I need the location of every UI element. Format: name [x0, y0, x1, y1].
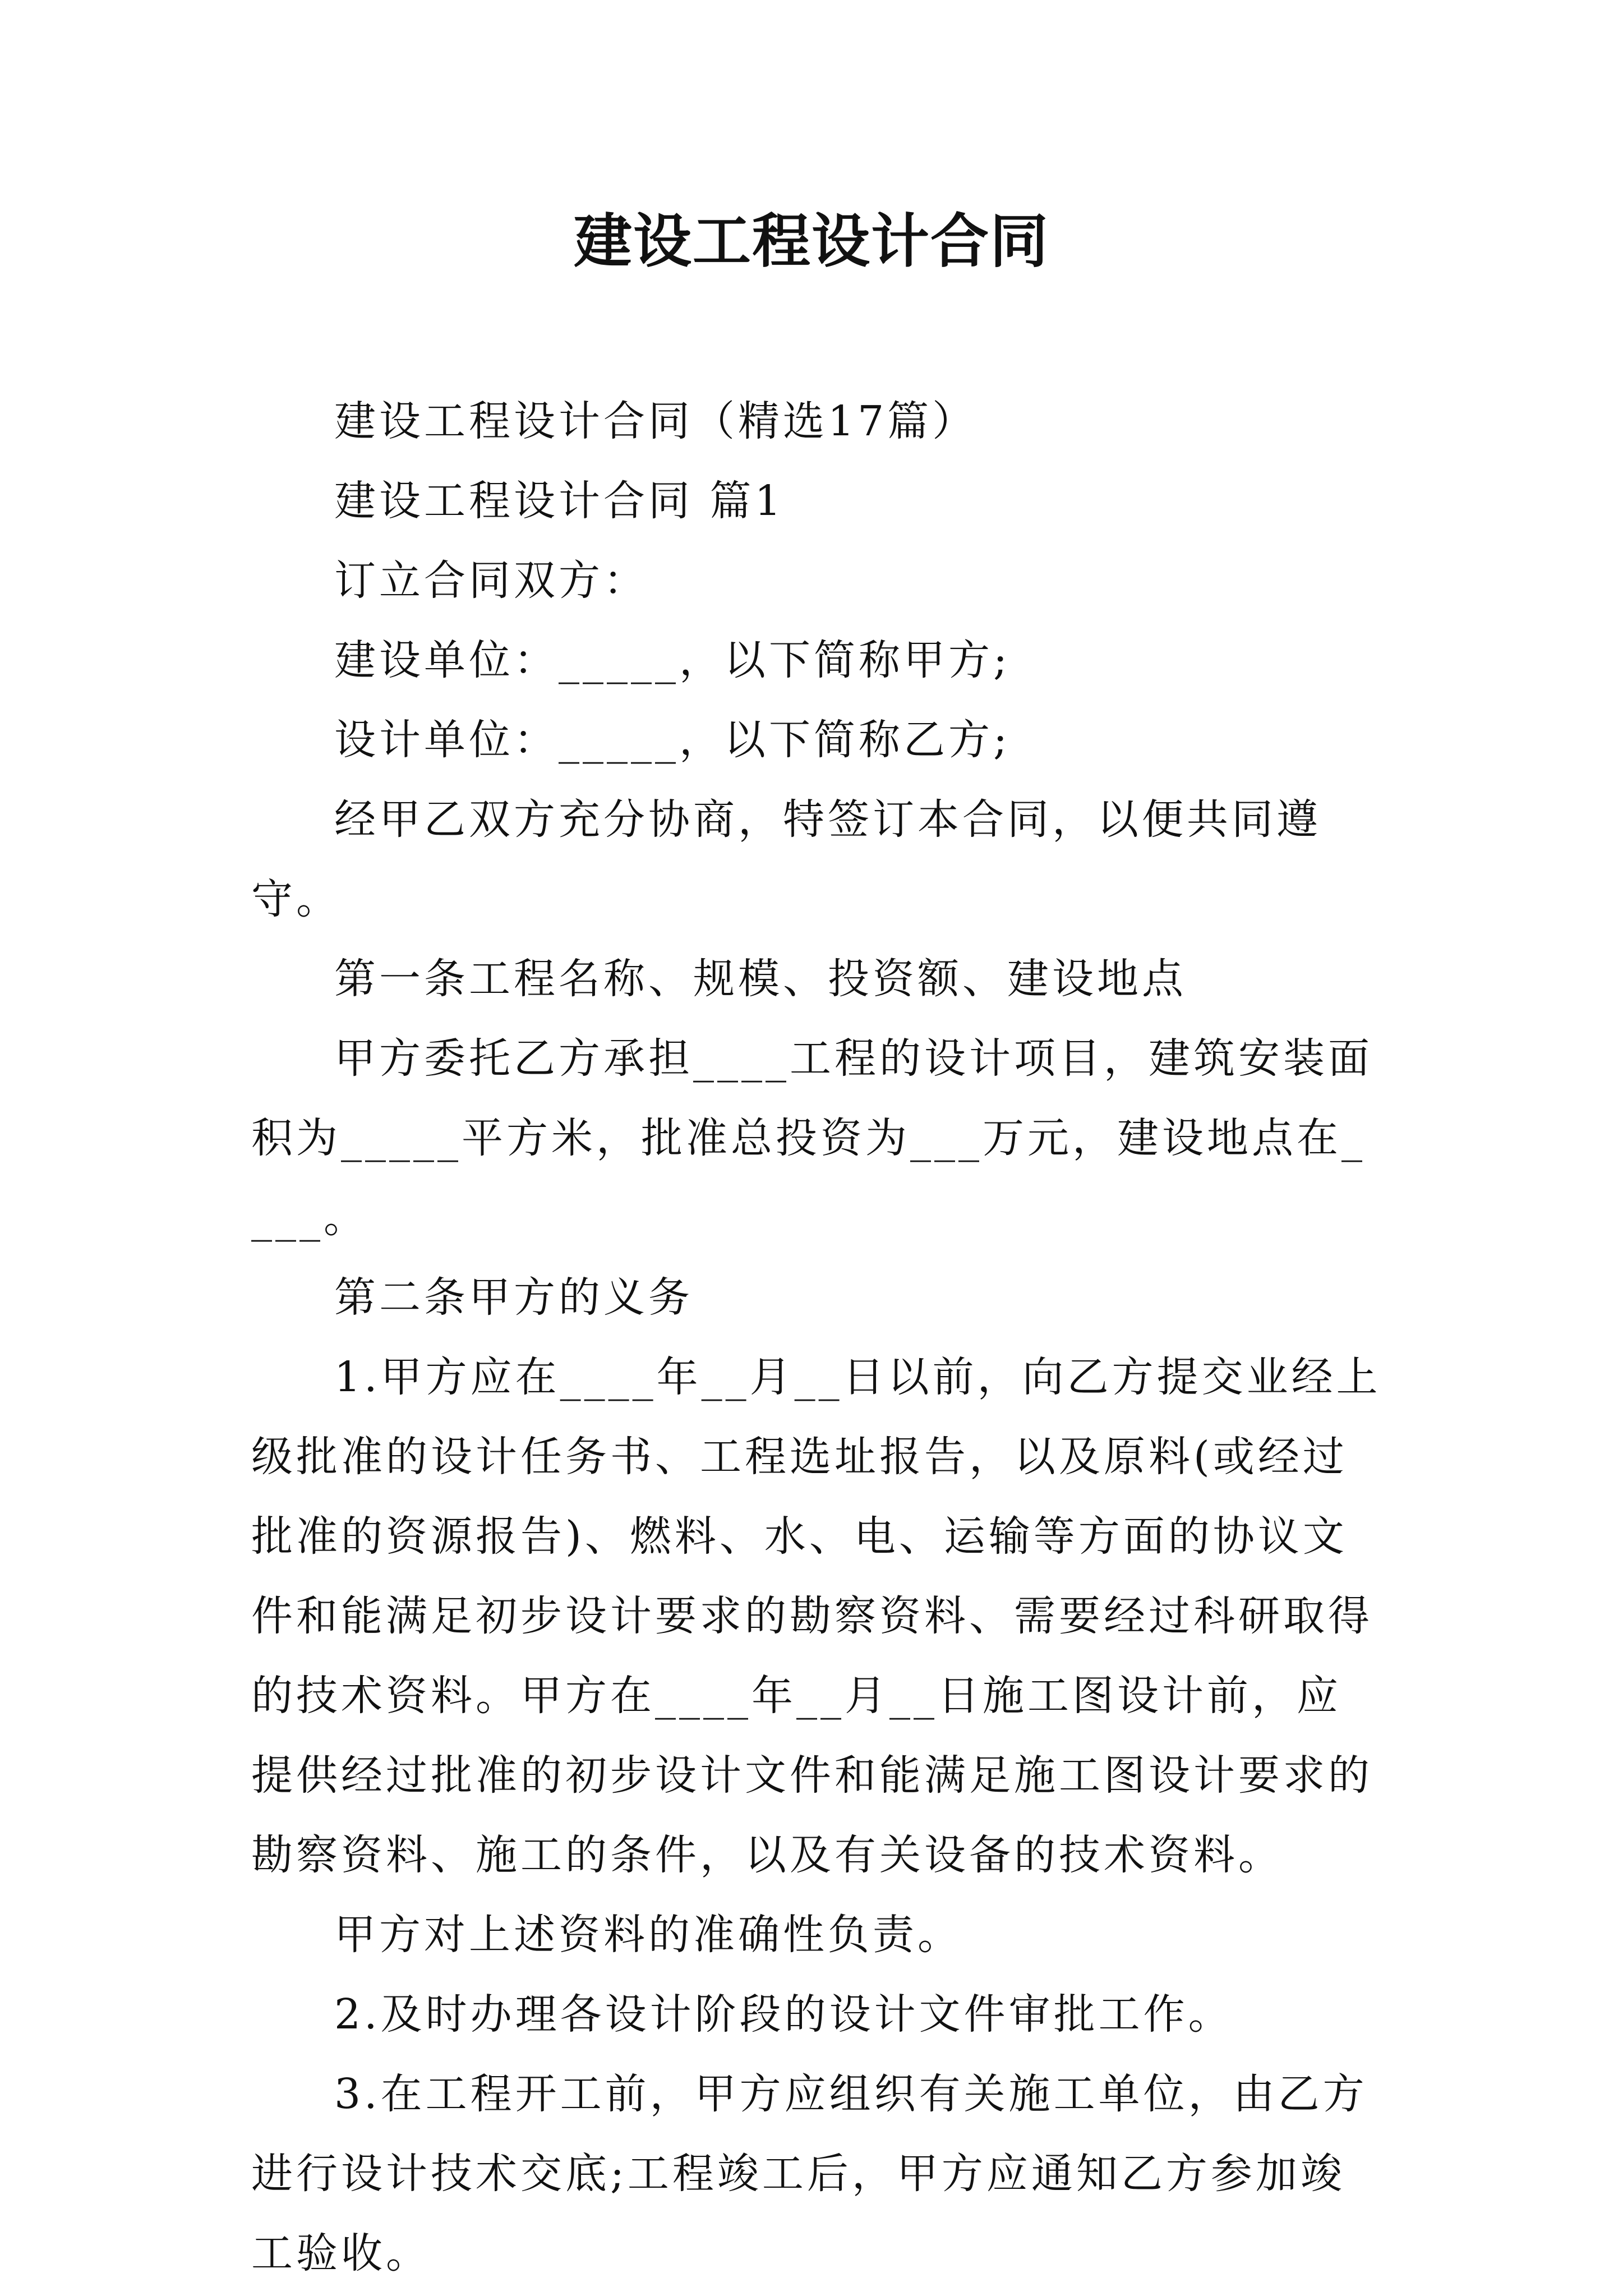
- paragraph-article-2-item-1: 1.甲方应在____年__月__日以前，向乙方提交业经上级批准的设计任务书、工程选址报告，以及原料(或经过批准的资源报告)、燃料、水、电、运输等方面的协议文件和能满足初步设计要求的勘察资料、需要经过科研取得的技术资料。甲方在____年__月__日施工图设计前，应提供经过批准的初步设计文件和能满足施工图设计要求的勘察资料、施工的条件，以及有关设备的技术资料。: [251, 1353, 1381, 1879]
- paragraph-article-1-body: 甲方委托乙方承担____工程的设计项目，建筑安装面积为_____平方米，批准总投资为___万元，建设地点在____。: [251, 1034, 1373, 1242]
- paragraph-subtitle: 建设工程设计合同（精选17篇）: [334, 397, 978, 445]
- document-title: 建设工程设计合同: [573, 207, 1049, 275]
- paragraph-agreement: 经甲乙双方充分协商，特签订本合同，以便共同遵守。: [251, 795, 1321, 923]
- paragraph-article-2-accuracy: 甲方对上述资料的准确性负责。: [334, 1911, 962, 1959]
- paragraph-section-heading: 建设工程设计合同 篇1: [334, 477, 785, 525]
- paragraph-parties-intro: 订立合同双方：: [334, 556, 648, 605]
- paragraph-party-a: 建设单位：_____，以下简称甲方;: [334, 636, 1011, 684]
- paragraph-article-2-item-3: 3.在工程开工前，甲方应组织有关施工单位，由乙方进行设计技术交底;工程竣工后，甲方应通知乙方参加竣工验收。: [251, 2070, 1368, 2277]
- paragraph-article-2-heading: 第二条甲方的义务: [334, 1273, 693, 1322]
- paragraph-article-1-heading: 第一条工程名称、规模、投资额、建设地点: [334, 955, 1187, 1003]
- document-body: [251, 381, 1384, 2293]
- paragraph-article-2-item-2: 2.及时办理各设计阶段的设计文件审批工作。: [334, 1990, 1233, 2039]
- paragraph-party-b: 设计单位：_____，以下简称乙方;: [334, 716, 1011, 764]
